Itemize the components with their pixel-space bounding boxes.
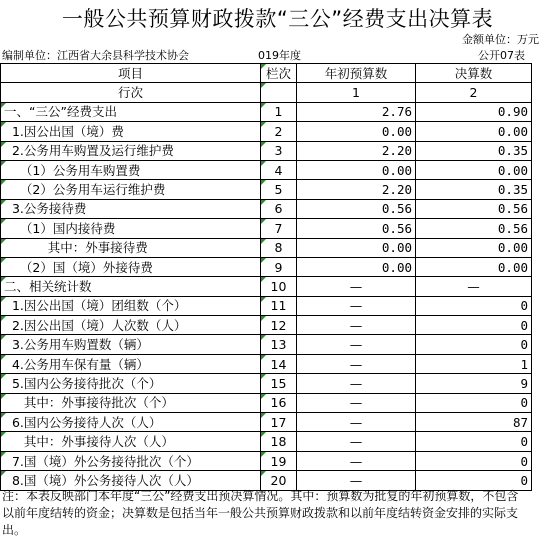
header-budget: 年初预算数 [297, 64, 416, 83]
row-name: （2）公务用车运行维护费 [1, 180, 261, 199]
row-name: 1.因公出国（境）费 [1, 122, 261, 141]
row-name: 3.公务用车购置数（辆） [1, 335, 261, 354]
row-number: 4 [261, 160, 297, 179]
table-row [1, 238, 532, 257]
final-value: 1 [416, 354, 532, 373]
budget-value: 2.20 [297, 141, 416, 160]
row-number: 18 [261, 432, 297, 451]
row-number: 3 [261, 141, 297, 160]
final-value: 87 [416, 413, 532, 432]
budget-value: 0.56 [297, 199, 416, 218]
table-row [1, 374, 532, 393]
row-number: 11 [261, 296, 297, 315]
row-name: 4.公务用车保有量（辆） [1, 354, 261, 373]
final-value: 0.56 [416, 199, 532, 218]
table-row [1, 432, 532, 451]
final-value: 0 [416, 316, 532, 335]
final-value: 0.00 [416, 257, 532, 276]
final-value: 0 [416, 451, 532, 470]
budget-value: — [297, 277, 416, 296]
budget-index: 1 [297, 83, 416, 102]
row-name: 3.公务接待费 [1, 199, 261, 218]
final-value: 0 [416, 296, 532, 315]
year-label: 019年度 [258, 49, 301, 62]
table-row [1, 296, 532, 315]
table-row [1, 277, 532, 296]
footnote: 注：本表反映部门本年度“三公”经费支出预决算情况。其中：预算数为批复的年初预算数，不包含以前年度结转的资金；决算数是包括当年一般公共预算财政拨款和以前年度结转资金安排的实际支出。 [2, 489, 519, 537]
table-row [1, 180, 532, 199]
header-final: 决算数 [416, 64, 532, 83]
row-number: 9 [261, 257, 297, 276]
index-blank [261, 83, 297, 102]
final-value: 0.00 [416, 160, 532, 179]
expense-table [0, 63, 532, 491]
budget-value: — [297, 432, 416, 451]
table-row [1, 451, 532, 470]
row-name: 8.国（境）外公务接待人次（人） [1, 471, 261, 490]
row-name: 2.因公出国（境）人次数（人） [1, 316, 261, 335]
table-row [1, 219, 532, 238]
final-value: 0.90 [416, 102, 532, 121]
index-row [1, 83, 532, 102]
final-value: 0.56 [416, 219, 532, 238]
row-number: 10 [261, 277, 297, 296]
row-number: 17 [261, 413, 297, 432]
final-value: 9 [416, 374, 532, 393]
budget-value: — [297, 393, 416, 412]
budget-value: — [297, 451, 416, 470]
table-row [1, 160, 532, 179]
final-value: 0 [416, 432, 532, 451]
header-row [1, 64, 532, 83]
row-name: 二、相关统计数 [1, 277, 261, 296]
budget-value: 2.76 [297, 102, 416, 121]
row-name: 其中：外事接待费 [1, 238, 261, 257]
budget-value: — [297, 316, 416, 335]
report-title: 一般公共预算财政拨款“三公”经费支出决算表 [61, 7, 494, 31]
row-name: （1）公务用车购置费 [1, 160, 261, 179]
budget-value: 0.00 [297, 238, 416, 257]
budget-value: — [297, 335, 416, 354]
budget-value: — [297, 354, 416, 373]
row-name: 2.公务用车购置及运行维护费 [1, 141, 261, 160]
row-name: （1）国内接待费 [1, 219, 261, 238]
budget-value: 0.56 [297, 219, 416, 238]
table-row [1, 122, 532, 141]
budget-value: — [297, 296, 416, 315]
org-label: 编制单位：江西省大余县科学技术协会 [2, 49, 189, 62]
final-value: 0 [416, 471, 532, 490]
row-name: 其中：外事接待批次（个） [1, 393, 261, 412]
row-number: 2 [261, 122, 297, 141]
row-number: 20 [261, 471, 297, 490]
row-number: 16 [261, 393, 297, 412]
row-name: （2）国（境）外接待费 [1, 257, 261, 276]
table-row [1, 413, 532, 432]
header-col-no: 栏次 [261, 64, 297, 83]
table-row [1, 316, 532, 335]
row-name: 5.国内公务接待批次（个） [1, 374, 261, 393]
budget-value: 0.00 [297, 257, 416, 276]
budget-value: — [297, 471, 416, 490]
budget-value: 0.00 [297, 160, 416, 179]
budget-value: 0.00 [297, 122, 416, 141]
final-value: 0.00 [416, 122, 532, 141]
table-row [1, 257, 532, 276]
row-number: 5 [261, 180, 297, 199]
budget-value: — [297, 374, 416, 393]
table-row [1, 102, 532, 121]
table-row [1, 335, 532, 354]
header-item: 项目 [1, 64, 261, 83]
row-number: 13 [261, 335, 297, 354]
final-value: 0.35 [416, 141, 532, 160]
final-index: 2 [416, 83, 532, 102]
final-value: — [416, 277, 532, 296]
table-row [1, 141, 532, 160]
row-number: 14 [261, 354, 297, 373]
row-number: 12 [261, 316, 297, 335]
budget-value: 2.20 [297, 180, 416, 199]
unit-label: 金额单位：万元 [462, 33, 539, 46]
final-value: 0.35 [416, 180, 532, 199]
row-number: 19 [261, 451, 297, 470]
row-number: 15 [261, 374, 297, 393]
budget-value: — [297, 413, 416, 432]
row-number: 1 [261, 102, 297, 121]
row-name: 1.因公出国（境）团组数（个） [1, 296, 261, 315]
final-value: 0 [416, 393, 532, 412]
row-label: 行次 [1, 83, 261, 102]
table-row [1, 354, 532, 373]
final-value: 0.00 [416, 238, 532, 257]
table-row [1, 393, 532, 412]
final-value: 0 [416, 335, 532, 354]
row-name: 7.国（境）外公务接待批次（个） [1, 451, 261, 470]
row-name: 6.国内公务接待人次（人） [1, 413, 261, 432]
row-number: 6 [261, 199, 297, 218]
row-name: 其中：外事接待人次（人） [1, 432, 261, 451]
form-code: 公开07表 [478, 49, 525, 62]
row-name: 一、“三公”经费支出 [1, 102, 261, 121]
table-row [1, 199, 532, 218]
row-number: 8 [261, 238, 297, 257]
row-number: 7 [261, 219, 297, 238]
